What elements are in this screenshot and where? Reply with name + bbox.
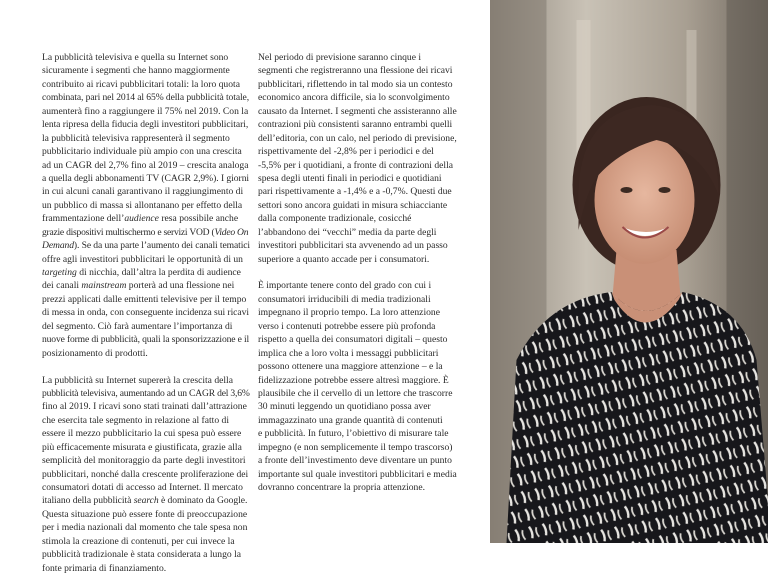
text-line: posizionamento di prodotti. xyxy=(42,347,148,360)
text-line xyxy=(42,226,248,239)
text-segment: italiano della pubblicità xyxy=(42,495,134,506)
text-line: La pubblicità su Internet supererà la crescita della xyxy=(42,374,233,387)
text-line: rispetto a quella dei consumatori digitali – questo xyxy=(258,333,447,346)
text-segment: dei canali xyxy=(42,280,81,291)
text-line: dalla componente tradizionale, cosicché xyxy=(258,212,411,225)
text-line: pubblicitari, riflettendo in tal modo sia un contesto xyxy=(258,78,453,91)
text-line: economico ancora difficile, sia lo sconvolgimento xyxy=(258,91,450,104)
text-line: rispettivamente del -2,8% per i periodici e del xyxy=(258,145,434,158)
text-line: a quella degli abbonamenti TV (CAGR 2,9%). I giorni xyxy=(42,172,249,185)
text-line: combinata, pari nel 2014 al 65% della pubblicità totale, xyxy=(42,91,249,104)
text-line xyxy=(42,494,247,507)
text-segment: ). Se da una parte l’aumento dei canali tematici xyxy=(74,240,250,251)
text-line: nuove forme di pubblicità, quali la sponsorizzazione e il xyxy=(42,333,249,346)
text-line: in cui alcuni canali garantivano il raggiungimento di xyxy=(42,185,243,198)
text-line: dovranno concentrare la propria attenzione. xyxy=(258,481,425,494)
text-line: consumatori dotati di accesso ad Internet. Il mercato xyxy=(42,481,243,494)
text-line: superiore a quanto accade per i consumatori. xyxy=(258,253,429,266)
text-line: che esercita tale segmento in relazione al fatto di xyxy=(42,414,229,427)
text-line: più efficacemente misurata e giustificata, grazie alla xyxy=(42,441,242,454)
text-line: prezzi applicati dalle emittenti televisive per il tempo xyxy=(42,293,246,306)
text-line: -5,5% per i quotidiani, a fronte di contrazioni della xyxy=(258,159,453,172)
text-line: semplicità del monitoraggio da parte degli investitori xyxy=(42,454,246,467)
text-segment: grazie dispositivi multischermo e servizi VOD ( xyxy=(42,227,214,238)
text-line: 30 minuti leggendo un quotidiano possa aver xyxy=(258,400,431,413)
text-line: investitori pubblicitari sta avvenendo ad un passo xyxy=(258,239,448,252)
text-line: offre agli investitori pubblicitari le opportunità di un xyxy=(42,253,243,266)
text-segment: frammentazione dell’ xyxy=(42,213,124,224)
portrait-image xyxy=(490,0,768,543)
text-line: immagazzinato una grande quantità di contenuti xyxy=(258,414,443,427)
text-line xyxy=(42,266,241,279)
paragraph xyxy=(42,51,250,360)
text-line: aumenterà fino a raggiungere il 75% nel 2019. Con la xyxy=(42,105,248,118)
italic-term: Video On xyxy=(214,227,248,238)
text-line: importante sul quale investitori pubblicitari e media xyxy=(258,468,457,481)
text-segment: resa possibile anche xyxy=(159,213,238,224)
text-line: spesa degli utenti finali in periodici e quotidiani xyxy=(258,172,442,185)
text-line: sicuramente i segmenti che hanno maggiormente xyxy=(42,64,230,77)
text-line: pari rispettivamente a -1,4% e a -0,7%. Questi due xyxy=(258,185,452,198)
text-line: l’abbandono dei “vecchi” media da parte degli xyxy=(258,226,436,239)
text-line: segmenti che registreranno una flessione dei ricavi xyxy=(258,64,452,77)
italic-term: search xyxy=(134,495,159,506)
text-line xyxy=(42,212,238,225)
italic-term: mainstream xyxy=(81,280,126,291)
text-line: un pubblico di massa si allontanano per effetto della xyxy=(42,199,242,212)
text-line: pubblicità televisiva, aumentando ad un CAGR del 3,6% xyxy=(42,387,250,400)
text-line: del segmento. Ciò farà aumentare l’importanza di xyxy=(42,320,232,333)
text-segment: porterà ad una flessione nei xyxy=(126,280,234,291)
text-line: settori sono ancora guidati in misura schiacciante xyxy=(258,199,447,212)
paragraph xyxy=(258,279,482,494)
text-line: causato da Internet. I segmenti che assisteranno alle xyxy=(258,105,457,118)
text-segment: è dominato da Google. xyxy=(159,495,248,506)
text-line: a fronte dell’investimento deve diventare un punto xyxy=(258,454,452,467)
italic-term: audience xyxy=(124,213,159,224)
italic-term: Demand xyxy=(42,240,74,251)
text-line xyxy=(42,279,234,292)
text-line: fidelizzazione potrebbe essere altresì maggiore. È xyxy=(258,374,449,387)
portrait-photo xyxy=(490,0,768,543)
text-line: pubblicitari, nonché dalla crescente proliferazione dei xyxy=(42,468,248,481)
paragraph xyxy=(258,51,482,266)
text-line: fino al 2019. I ricavi sono stati trainati dall’attrazione xyxy=(42,400,247,413)
paragraph-gap xyxy=(258,266,482,279)
text-line: consumatori irriducibili di media tradizionali xyxy=(258,293,431,306)
text-line: essere il mezzo pubblicitario la cui spesa può essere xyxy=(42,427,241,440)
italic-term: targeting xyxy=(42,267,77,278)
paragraph xyxy=(42,374,250,575)
right-text-column xyxy=(258,51,482,494)
text-line: fonte primaria di finanziamento. xyxy=(42,562,166,575)
text-line: pubblicità tradizionale è stata considerata a lungo la xyxy=(42,548,241,561)
text-line: possono ottenere una maggiore attenzione – e la xyxy=(258,360,443,373)
text-line: impegnano il proprio tempo. La loro attenzione xyxy=(258,306,440,319)
text-line: Questa situazione può essere fonte di preoccupazione xyxy=(42,508,247,521)
paragraph-gap xyxy=(42,360,250,373)
text-segment: di nicchia, dall’altra la perdita di audience xyxy=(77,267,241,278)
text-line: Nel periodo di previsione saranno cinque i xyxy=(258,51,421,64)
text-line: impegno (e non semplicemente il tempo trascorso) xyxy=(258,441,452,454)
text-line: di messa in onda, con conseguente incidenza sui ricavi xyxy=(42,306,249,319)
text-line: verso i contenuti potrebbe essere più profonda xyxy=(258,320,435,333)
text-line: contrazioni più consistenti saranno entrambi quelli xyxy=(258,118,452,131)
text-line: lenta ripresa della fiducia degli investitori pubblicitari, xyxy=(42,118,248,131)
text-line: dell’editoria, con un calo, nel periodo di previsione, xyxy=(258,132,457,145)
text-line: stimola la creazione di contenuti, per cui invece la xyxy=(42,535,235,548)
text-line: La pubblicità televisiva e quella su Internet sono xyxy=(42,51,228,64)
text-line: per i media nazionali dal momento che tale spesa non xyxy=(42,521,247,534)
text-line: pubblicitario individuale più ampio con una crescita xyxy=(42,145,242,158)
text-line: e pubblicità. In futuro, l’obiettivo di misurare tale xyxy=(258,427,449,440)
text-line: plausibile che il cervello di un lettore che trascorre xyxy=(258,387,452,400)
text-line: implica che a loro volta i messaggi pubblicitari xyxy=(258,347,438,360)
text-line: la pubblicità televisiva rappresenterà il segmento xyxy=(42,132,230,145)
text-line: È importante tenere conto del grado con cui i xyxy=(258,279,431,292)
left-text-column xyxy=(42,51,250,575)
text-line: ad un CAGR del 2,7% fino al 2019 – crescita analoga xyxy=(42,159,248,172)
text-line xyxy=(42,239,250,252)
text-line: contribuito ai ricavi pubblicitari totali: la loro quota xyxy=(42,78,240,91)
